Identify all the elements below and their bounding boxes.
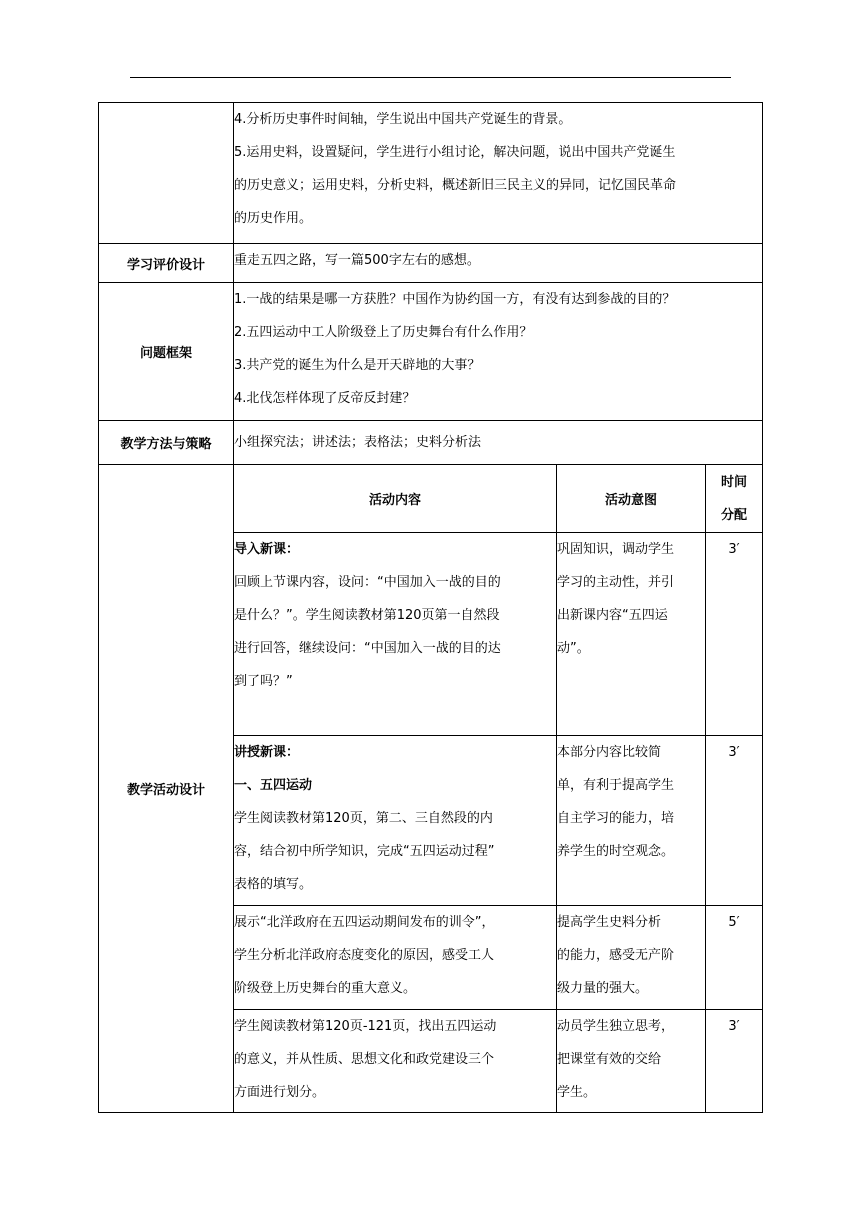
- objective-item: 4.分析历史事件时间轴，学生说出中国共产党诞生的背景。: [234, 112, 572, 127]
- intent-line: 单，有利于提高学生: [557, 778, 675, 793]
- activities-label: 教学活动设计: [99, 465, 234, 1113]
- intent-line: 自主学习的能力，培: [557, 811, 675, 826]
- activity-line: 表格的填写。: [234, 877, 313, 892]
- activity-time: 5′: [706, 906, 763, 1010]
- objectives-label-cell: [99, 103, 234, 244]
- column-header-intent: 活动意图: [557, 465, 706, 533]
- intent-line: 本部分内容比较简: [557, 745, 662, 760]
- activity-line: 展示“北洋政府在五四运动期间发布的训令”，: [234, 915, 495, 930]
- objective-item: 的历史作用。: [234, 211, 313, 226]
- evaluation-label: 学习评价设计: [99, 244, 234, 283]
- intent-line: 巩固知识，调动学生: [557, 542, 675, 557]
- question-item: 1.一战的结果是哪一方获胜？中国作为协约国一方，有没有达到参战的目的？: [234, 292, 676, 307]
- methods-text: 小组探究法；讲述法；表格法；史料分析法: [234, 421, 763, 465]
- header-rule: [130, 77, 731, 78]
- objective-item: 5.运用史料，设置疑问，学生进行小组讨论，解决问题，说出中国共产党诞生: [234, 145, 676, 160]
- activity-line: 学生分析北洋政府态度变化的原因，感受工人: [234, 948, 495, 963]
- activity-content: [234, 1010, 557, 1113]
- objectives-row: [99, 103, 763, 244]
- intent-line: 动”。: [557, 641, 590, 656]
- activity-time: 3′: [706, 736, 763, 906]
- activity-line: 到了吗？”: [234, 674, 293, 689]
- intent-line: 养学生的时空观念。: [557, 844, 675, 859]
- intent-line: 把课堂有效的交给: [557, 1052, 662, 1067]
- questions-cell: [234, 283, 763, 421]
- questions-row: [99, 283, 763, 421]
- activity-title: 讲授新课：: [234, 745, 300, 760]
- activity-content: [234, 906, 557, 1010]
- activity-time: 3′: [706, 533, 763, 736]
- objectives-cell: [234, 103, 763, 244]
- column-header-time-line2: 分配: [720, 507, 747, 523]
- question-item: 3.共产党的诞生为什么是开天辟地的大事？: [234, 358, 481, 373]
- intent-line: 学习的主动性，并引: [557, 575, 675, 590]
- activity-intent: [557, 533, 706, 736]
- activity-line: 学生阅读教材第120页，第二、三自然段的内: [234, 811, 493, 826]
- activity-intent: [557, 1010, 706, 1113]
- column-header-content: 活动内容: [234, 465, 557, 533]
- intent-line: 动员学生独立思考，: [557, 1019, 675, 1034]
- activity-line: 是什么？”。学生阅读教材第120页第一自然段: [234, 608, 500, 623]
- activity-line: 的意义，并从性质、思想文化和政党建设三个: [234, 1052, 495, 1067]
- activity-time: 3′: [706, 1010, 763, 1113]
- column-header-time-line1: 时间: [720, 474, 747, 490]
- activity-intent: [557, 736, 706, 906]
- lesson-plan-table: [98, 102, 763, 1113]
- activity-line: 阶级登上历史舞台的重大意义。: [234, 981, 417, 996]
- activity-title: 导入新课：: [234, 542, 300, 557]
- methods-label: 教学方法与策略: [99, 421, 234, 465]
- questions-label: 问题框架: [99, 283, 234, 421]
- question-item: 4.北伐怎样体现了反帝反封建？: [234, 391, 416, 406]
- activity-line: 容，结合初中所学知识，完成“五四运动过程”: [234, 844, 495, 859]
- activity-line: 学生阅读教材第120页-121页，找出五四运动: [234, 1019, 497, 1034]
- activity-content: [234, 736, 557, 906]
- activities-header-row: [99, 465, 763, 533]
- intent-line: 级力量的强大。: [557, 981, 649, 996]
- activity-line: 回顾上节课内容，设问：“中国加入一战的目的: [234, 575, 501, 590]
- evaluation-row: [99, 244, 763, 283]
- activity-content: [234, 533, 557, 736]
- activity-line: 方面进行划分。: [234, 1085, 326, 1100]
- intent-line: 提高学生史料分析: [557, 915, 662, 930]
- activity-intent: [557, 906, 706, 1010]
- activity-line: 进行回答，继续设问：“中国加入一战的目的达: [234, 641, 501, 656]
- evaluation-text: 重走五四之路，写一篇500字左右的感想。: [234, 244, 763, 283]
- intent-line: 学生。: [557, 1085, 597, 1100]
- methods-row: [99, 421, 763, 465]
- activity-subtitle: 一、五四运动: [234, 778, 313, 793]
- question-item: 2.五四运动中工人阶级登上了历史舞台有什么作用？: [234, 325, 533, 340]
- intent-line: 出新课内容“五四运: [557, 608, 668, 623]
- column-header-time: [706, 465, 763, 533]
- intent-line: 的能力，感受无产阶: [557, 948, 675, 963]
- objective-item: 的历史意义；运用史料，分析史料，概述新旧三民主义的异同，记忆国民革命: [234, 178, 677, 193]
